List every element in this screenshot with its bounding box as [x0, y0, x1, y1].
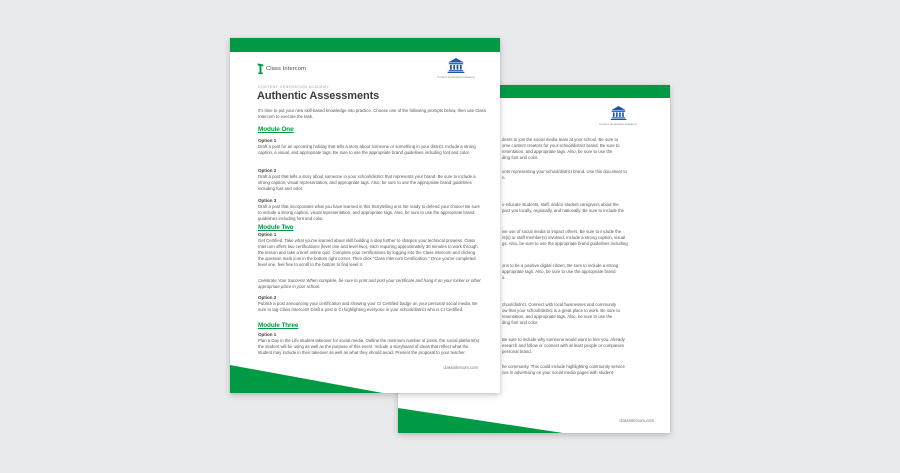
fragment-line: ive use of social media to impact others. Be sure to include the	[502, 229, 622, 234]
fragment-line: n.	[502, 175, 506, 180]
fragment-line: appropriate tags. Also, be sure to use the appropriate brand	[502, 269, 616, 274]
option-text: Get Certified. Take what you've learned about skill building a step further to sharpen your technical prowess. Class Intercom offers two certifications (level one and level two), each requiring approximately 30 minutes to work through the lesson and take a brief online quiz. Complete your certifications by logging into the Class Intercom and clicking the question mark icon in the bottom right corner. Then click "Class Intercom Certification." Once you've completed level one, feel free to scroll to the bottom to find level II.	[258, 237, 478, 267]
class-intercom-logo	[257, 63, 306, 75]
page2-paragraph-fragment	[502, 229, 628, 247]
page2-paragraph-fragment	[502, 202, 624, 214]
option-text: Plan a Day in the Life student takeover for social media. Outline the minimum number of posts, the social platform(s) the student will be using as well as the purpose of this event. Include a storyboard of ideas that reflect what the student may include in their takeover as well as what they should avoid. Present the proposal to your teacher.	[258, 337, 480, 355]
page1-footer-url: classintercom.com	[443, 365, 478, 370]
fragment-line: chool/district. Connect with local businesses and community	[502, 302, 617, 307]
page2-paragraph-fragment	[502, 364, 625, 376]
page2-academy-caption: Content Generation Academy	[599, 121, 637, 126]
module-one-heading: Module One	[258, 126, 294, 133]
fragment-line: personal brand.	[502, 349, 532, 354]
option-text: Draft a post for an upcoming holiday that tells a story about someone or something in your district. Include a strong caption, a visual, and appropriate tags. Be sure to use the appropriate brand guidelines including font and color.	[258, 143, 476, 155]
fragment-line: unts representing your school/district brand. Use this document to	[502, 169, 627, 174]
fragment-line: ow that your school/district is a great place to work. Be sure to	[502, 308, 620, 313]
fragment-line: o educate students, staff, and/or student caregivers about the	[502, 202, 619, 207]
fragment-line: ding font and color.	[502, 155, 539, 160]
module-two-heading: Module Two	[258, 224, 294, 231]
page1-academy-logo	[428, 58, 484, 79]
class-intercom-icon	[257, 63, 264, 75]
module-three-option-1	[258, 332, 482, 356]
fragment-line: esearch and follow or connect with at least people or companies	[502, 343, 625, 348]
page1-footer-triangle	[230, 365, 383, 393]
fragment-line: resentation, and appropriate tags. Also, be sure to use the	[502, 314, 613, 319]
class-intercom-logo-text: Class Intercom	[266, 66, 307, 72]
academy-building-icon	[610, 106, 627, 120]
page-title: Authentic Assessments	[257, 90, 380, 102]
fragment-line: pact you locally, regionally, and nationally. Be sure to include the	[502, 208, 625, 213]
page2-footer-triangle	[398, 408, 563, 433]
page1-academy-caption: Content Generation Academy	[437, 74, 475, 79]
page1-header-bar	[230, 38, 500, 52]
option-label: Option 2	[258, 168, 277, 173]
fragment-line: nt(s) or staff member(s) involved. Include a strong caption, visual	[502, 235, 626, 240]
module-one-option-1	[258, 138, 482, 156]
page2-paragraph-fragment	[502, 263, 618, 281]
fragment-line: s.	[502, 275, 506, 280]
fragment-line: ces in advertising on your social media pages with student-	[502, 370, 615, 375]
page2-paragraph-fragment	[502, 302, 620, 326]
option-label: Option 3	[258, 198, 277, 203]
option-text: Draft a post that incorporates what you have learned in this Storytelling unit. Be ready to defend your choice! Be sure to include a strong caption, visual representation, and appropriate tags. Also, be sure to use the appropriate brand guidelines including font and color.	[258, 203, 480, 221]
page2-footer-url: classintercom.com	[619, 418, 654, 423]
option-text: Draft a post that tells a story about someone in your school/district that represents your brand. Be sure to include a strong caption, visual representation, and appropriate tags. Also, be sure to use the appropriate brand guidelines including font and color.	[258, 173, 476, 191]
option-label: Option 1	[258, 332, 277, 337]
fragment-line: Be sure to include why someone would want to hire you. Already	[502, 337, 625, 342]
page2-academy-logo	[590, 106, 646, 126]
fragment-line: gs. Also, be sure to use the appropriate brand guidelines including	[502, 241, 628, 246]
fragment-line: ding font and color.	[502, 320, 539, 325]
module-two-option-1	[258, 232, 482, 268]
academy-building-icon	[447, 58, 465, 73]
option-label: Option 1	[258, 138, 277, 143]
page2-paragraph-fragment	[502, 137, 620, 161]
option-label: Option 1	[258, 232, 277, 237]
module-three-heading: Module Three	[258, 322, 299, 329]
page2-paragraph-fragment	[502, 169, 627, 181]
intro-text: It's time to put your new skill-based knowledge into practice. Choose one of the following prompts below, then use Class Intercom to execute the task.	[258, 108, 486, 119]
page2-paragraph-fragment	[502, 337, 625, 355]
module-one-option-3	[258, 198, 482, 222]
option-text: Publish a post announcing your certification and showing your CI Certified badge on your personal social media. Be sure to tag Class Intercom! Draft a post in CI highlighting everyone in your school/district who is CI Certified.	[258, 300, 478, 312]
fragment-line: ome content creators for your school/district brand. Be sure to	[502, 143, 620, 148]
option-label: Option 2	[258, 295, 277, 300]
eyebrow-label: CONTENT GENERATION ACADEMY	[258, 85, 330, 89]
fragment-line: ons to be a positive digital citizen. Be sure to include a strong	[502, 263, 619, 268]
celebrate-success-note: Celebrate Your Success! When complete, be sure to print and post your certificate and hang it on your locker or other appropriate place in your school.	[258, 278, 481, 289]
document-page-1	[230, 38, 500, 393]
module-one-option-2	[258, 168, 482, 192]
fragment-line: dents to join the social media team at your school. Be sure to	[502, 137, 619, 142]
fragment-line: he community. This could include highlighting community service	[502, 364, 625, 369]
module-two-option-2	[258, 295, 482, 313]
fragment-line: resentation, and appropriate tags. Also, be sure to use the	[502, 149, 613, 154]
